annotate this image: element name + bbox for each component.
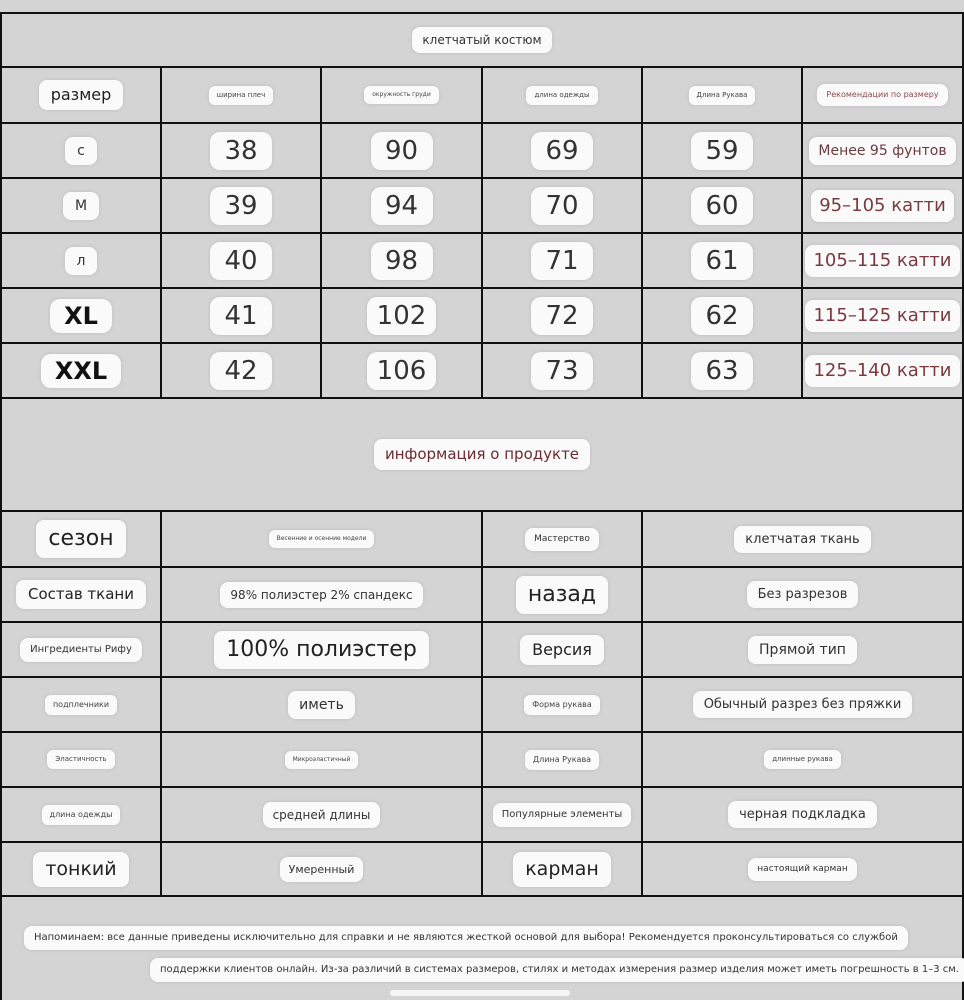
- attribute-label: Мастерство: [525, 528, 599, 551]
- header-recommendation: Рекомендации по размеру: [817, 84, 947, 106]
- size-recommendation: 95–105 катти: [811, 190, 954, 222]
- header-length: длина одежды: [526, 86, 597, 105]
- sleeve-value: 62: [691, 297, 753, 335]
- attribute-label: Форма рукава: [524, 695, 600, 715]
- size-recommendation: 125–140 катти: [805, 355, 959, 387]
- attribute-value: Весенние и осенние модели: [269, 530, 375, 548]
- header-chest: окружность груди: [364, 86, 438, 104]
- disclaimer-line-1: Напоминаем: все данные приведены исключительно для справки и не являются жесткой основой для выбора! Рекомендуется проконсультироваться со службой: [24, 926, 908, 950]
- sleeve-value: 60: [691, 187, 753, 225]
- scroll-handle[interactable]: [390, 990, 570, 996]
- product-info-title: информация о продукте: [374, 439, 590, 470]
- shoulder-value: 39: [210, 187, 272, 225]
- disclaimer-line-2: поддержки клиентов онлайн. Из-за различий в системах размеров, стилях и методах измерения размер изделия может иметь погрешность в 1–3 см.: [150, 958, 964, 982]
- size-label: л: [65, 247, 98, 275]
- size-label: с: [65, 137, 97, 165]
- attribute-value: 100% полиэстер: [214, 631, 429, 669]
- attribute-label: тонкий: [33, 852, 128, 887]
- size-label: XL: [50, 299, 112, 333]
- attribute-value: иметь: [288, 691, 355, 719]
- page-title: клетчатый костюм: [412, 27, 551, 53]
- attribute-value: Умеренный: [280, 857, 364, 882]
- header-shoulder: ширина плеч: [209, 86, 274, 105]
- shoulder-value: 40: [210, 242, 272, 280]
- attribute-label: Версия: [520, 635, 604, 665]
- sleeve-value: 59: [691, 132, 753, 170]
- chest-value: 102: [367, 297, 437, 335]
- attribute-value: 98% полиэстер 2% спандекс: [220, 582, 422, 608]
- attribute-value: средней длины: [263, 802, 381, 828]
- attribute-value: Без разрезов: [747, 581, 859, 608]
- length-value: 69: [531, 132, 593, 170]
- attribute-label: назад: [516, 576, 608, 614]
- size-recommendation: Менее 95 фунтов: [809, 137, 955, 165]
- sleeve-value: 61: [691, 242, 753, 280]
- length-value: 70: [531, 187, 593, 225]
- attribute-label: карман: [513, 852, 611, 887]
- attribute-label: длина одежды: [42, 805, 121, 825]
- sleeve-value: 63: [691, 352, 753, 390]
- header-size: размер: [39, 80, 124, 110]
- length-value: 73: [531, 352, 593, 390]
- size-recommendation: 115–125 катти: [805, 300, 959, 332]
- shoulder-value: 41: [210, 297, 272, 335]
- attribute-value: черная подкладка: [728, 801, 877, 828]
- attribute-label: подплечники: [45, 695, 117, 715]
- size-recommendation: 105–115 катти: [805, 245, 959, 277]
- attribute-label: Популярные элементы: [493, 803, 632, 827]
- chest-value: 98: [371, 242, 433, 280]
- chest-value: 94: [371, 187, 433, 225]
- shoulder-value: 42: [210, 352, 272, 390]
- attribute-value: настоящий карман: [748, 858, 856, 881]
- attribute-label: Состав ткани: [16, 580, 146, 609]
- attribute-label: Ингредиенты Рифу: [20, 638, 142, 662]
- attribute-value: длинные рукава: [764, 750, 841, 769]
- length-value: 72: [531, 297, 593, 335]
- length-value: 71: [531, 242, 593, 280]
- attribute-value: клетчатая ткань: [734, 526, 870, 553]
- attribute-value: Прямой тип: [748, 636, 857, 664]
- attribute-value: Обычный разрез без пряжки: [693, 691, 913, 718]
- header-sleeve: Длина Рукава: [689, 86, 756, 105]
- attribute-label: Эластичность: [47, 750, 114, 769]
- attribute-label: Длина Рукава: [525, 750, 599, 770]
- attribute-value: Микроэластичный: [285, 751, 359, 769]
- size-label: М: [63, 192, 99, 220]
- chest-value: 106: [367, 352, 437, 390]
- attribute-label: сезон: [36, 520, 125, 558]
- size-label: XXL: [41, 354, 121, 388]
- shoulder-value: 38: [210, 132, 272, 170]
- chest-value: 90: [371, 132, 433, 170]
